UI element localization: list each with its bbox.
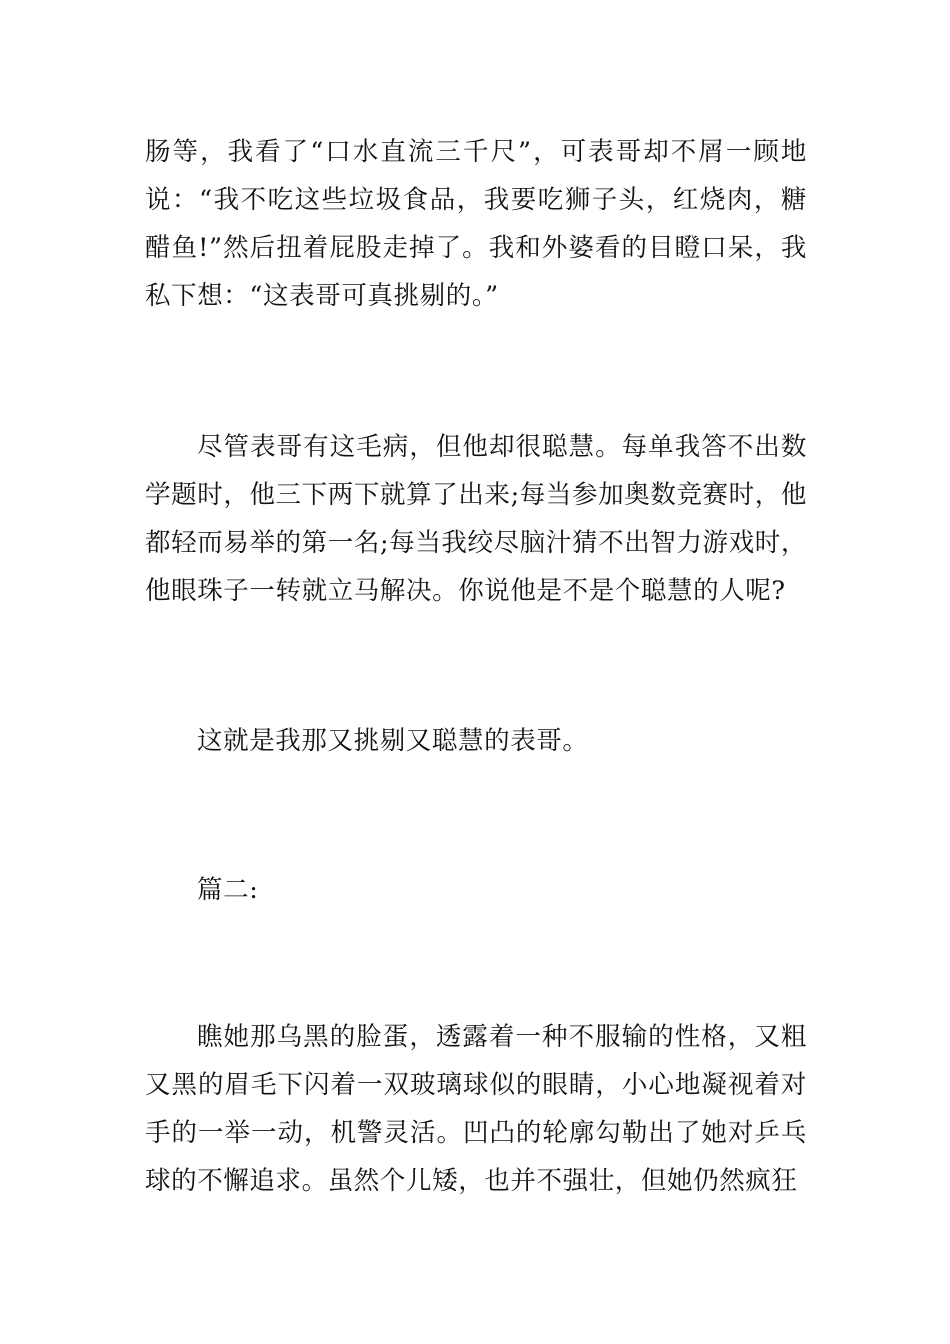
paragraph-section-two: 瞧她那乌黑的脸蛋，透露着一种不服输的性格，又粗又黑的眉毛下闪着一双玻璃球似的眼睛，小心地凝视着对手的一举一动，机警灵活。凹凸的轮廓勾勒出了她对乒乓球的不懈追求。虽然个儿矮，也并不强壮，但她仍然疯狂: [145, 1022, 807, 1196]
paragraph-cousin-smart: 尽管表哥有这毛病，但他却很聪慧。每单我答不出数学题时，他三下两下就算了出来;每当参加奥数竞赛时，他都轻而易举的第一名;每当我绞尽脑汁猜不出智力游戏时，他眼珠子一转就立马解决。你说他是不是个聪慧的人呢?: [145, 432, 807, 606]
paragraph-conclusion: 这就是我那又挑剔又聪慧的表哥。: [197, 726, 589, 756]
paragraph-continued: 肠等，我看了“口水直流三千尺”，可表哥却不屑一顾地说：“我不吃这些垃圾食品，我要吃狮子头，红烧肉，糖醋鱼!”然后扭着屁股走掉了。我和外婆看的目瞪口呆，我私下想：“这表哥可真挑剔的。”: [145, 137, 807, 311]
section-heading: 篇二:: [197, 875, 259, 905]
